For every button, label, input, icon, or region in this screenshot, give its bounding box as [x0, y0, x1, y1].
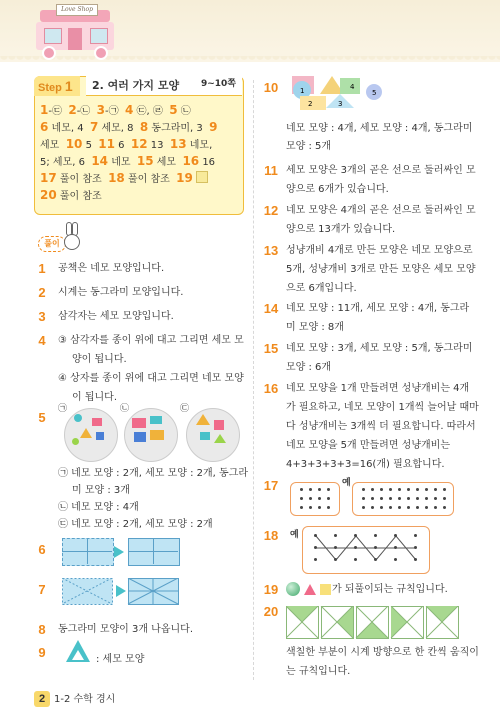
- grid-dot: [327, 497, 330, 500]
- grid-dot: [416, 506, 419, 509]
- question-number: 13: [263, 243, 279, 258]
- rectangle-shape: [92, 418, 102, 426]
- grid-dot: [309, 506, 312, 509]
- grid-dot: [354, 546, 357, 549]
- svg-text:5: 5: [372, 89, 377, 97]
- shop-sign: Love Shop: [56, 4, 98, 16]
- grid-dot: [334, 534, 337, 537]
- column-divider: [253, 80, 254, 680]
- solution-text: 네모 모양 : 11개, 세모 모양 : 4개, 동그라: [286, 303, 470, 314]
- svg-text:4: 4: [350, 83, 355, 91]
- solution-text: ③ 삼각자를 종이 위에 대고 그리면 세모 모: [58, 335, 244, 346]
- grid-dot: [314, 558, 317, 561]
- grid-dot: [414, 534, 417, 537]
- rectangle-shape: [200, 432, 210, 440]
- sphere-icon: [286, 582, 300, 596]
- svg-text:2: 2: [308, 100, 313, 108]
- answer-line: 6 네모, 4 7 세모, 8 8 동그라미, 3 9: [40, 120, 218, 134]
- grid-dot: [300, 488, 303, 491]
- solution-text: 모양 : 5개: [286, 141, 332, 152]
- grid-dot: [443, 488, 446, 491]
- question-number: 19: [263, 582, 279, 597]
- rectangle-shape: [132, 418, 146, 428]
- grid-dot: [407, 497, 410, 500]
- triangle-shape: [80, 428, 92, 438]
- solution-text: 다 성냥개비는 3개씩 더 필요합니다. 따라서: [286, 421, 476, 432]
- question-number: 15: [263, 341, 279, 356]
- solution-text: ④ 상자를 종이 위에 대고 그리면 네모 모양: [58, 373, 244, 384]
- solution-text: 네모 모양을 1개 만들려면 성냥개비는 4개: [286, 383, 470, 394]
- grid-dot: [434, 506, 437, 509]
- solution-text: 는 규칙입니다.: [286, 666, 351, 677]
- plate-c: [186, 408, 240, 462]
- q20-pattern: [286, 606, 462, 642]
- solution-text: 네모 모양 : 3개, 세모 모양 : 5개, 동그라미: [286, 343, 473, 354]
- grid-dot: [416, 497, 419, 500]
- grid-dot: [389, 488, 392, 491]
- question-number: 4: [38, 333, 46, 348]
- dot-grid-box: [352, 482, 454, 516]
- solution-text: 양이 됩니다.: [72, 354, 127, 365]
- grid-dot: [425, 506, 428, 509]
- grid-dot: [443, 497, 446, 500]
- square-icon: [320, 584, 331, 595]
- grid-dot: [371, 497, 374, 500]
- grid-dot: [425, 497, 428, 500]
- grid-dot: [309, 488, 312, 491]
- solution-text: ㉢ 네모 모양 : 2개, 세모 모양 : 2개: [58, 519, 213, 530]
- solution-text: 네모 모양 : 4개, 세모 모양 : 4개, 동그라미: [286, 123, 473, 134]
- grid-dot: [371, 488, 374, 491]
- step-header: [34, 76, 242, 96]
- grid-dot: [414, 546, 417, 549]
- solution-text: 으로 6개입니다.: [286, 283, 357, 294]
- solution-text: ㉠ 네모 모양 : 2개, 세모 모양 : 2개, 동그라: [58, 468, 249, 479]
- grid-dot: [374, 546, 377, 549]
- triangle-shape: [214, 434, 226, 443]
- grid-dot: [362, 488, 365, 491]
- grid-dot: [380, 497, 383, 500]
- solution-text: 가 필요하고, 네모 모양이 1개씩 늘어날 때마: [286, 402, 479, 413]
- folded-paper: [62, 538, 114, 566]
- circle-shape: [74, 414, 82, 422]
- example-label: 예: [290, 530, 299, 540]
- grid-dot: [314, 534, 317, 537]
- solution-text: 미 모양 : 8개: [286, 322, 344, 333]
- grid-dot: [354, 534, 357, 537]
- grid-dot: [362, 506, 365, 509]
- grid-dot: [398, 497, 401, 500]
- section-title: 2. 여러 가지 모양 9~10쪽: [86, 76, 242, 96]
- question-number: 3: [38, 309, 46, 324]
- solution-text: 양으로 13개가 있습니다.: [286, 224, 396, 235]
- q10-figure: [284, 74, 390, 112]
- arrow-right-icon: [114, 546, 124, 558]
- step-label: Step 1: [34, 76, 80, 96]
- grid-dot: [407, 488, 410, 491]
- grid-dot: [389, 497, 392, 500]
- answer-line: 1-㉢ 2-㉡ 3-㉠ 4 ㉢, ㉣ 5 ㉡: [40, 103, 191, 117]
- svg-text:1: 1: [300, 87, 305, 95]
- circle-shape: [72, 438, 79, 445]
- triangle-icon: [304, 584, 316, 595]
- rectangle-shape: [134, 432, 146, 442]
- question-number: 2: [38, 285, 46, 300]
- grid-dot: [318, 497, 321, 500]
- grid-dot: [407, 506, 410, 509]
- solution-text: 모양 : 6개: [286, 362, 332, 373]
- plate-label: ㉡: [120, 404, 130, 414]
- grid-dot: [380, 506, 383, 509]
- rectangle-shape: [150, 430, 164, 440]
- page-range: 9~10쪽: [200, 79, 236, 89]
- grid-dot: [314, 546, 317, 549]
- answer-line: 17 풀이 참조 18 풀이 참조 19: [40, 171, 208, 187]
- grid-dot: [334, 558, 337, 561]
- solution-text: 가 되풀이되는 규칙입니다.: [332, 584, 448, 595]
- question-number: 18: [263, 528, 279, 543]
- grid-dot: [416, 488, 419, 491]
- grid-dot: [434, 488, 437, 491]
- plate-label: ㉢: [180, 404, 190, 414]
- shop-illustration: [34, 6, 116, 58]
- grid-dot: [443, 506, 446, 509]
- solution-text: 양으로 6개가 있습니다.: [286, 184, 389, 195]
- grid-dot: [334, 546, 337, 549]
- question-number: 14: [263, 301, 279, 316]
- example-label: 예: [342, 478, 351, 488]
- solution-text: 성냥개비 4개로 만든 모양은 네모 모양으로: [286, 245, 473, 256]
- grid-dot: [394, 546, 397, 549]
- grid-dot: [309, 497, 312, 500]
- solution-text: 미 모양 : 3개: [72, 485, 130, 496]
- answer-line: 5; 세모, 6 14 네모 15 세모 16 16: [40, 154, 216, 168]
- grid-dot: [327, 506, 330, 509]
- grid-dot: [394, 558, 397, 561]
- question-number: 20: [263, 604, 279, 619]
- grid-dot: [318, 488, 321, 491]
- solution-text: 삼각자는 세모 모양입니다.: [58, 311, 174, 322]
- grid-dot: [300, 497, 303, 500]
- solution-text: 시계는 동그라미 모양입니다.: [58, 287, 184, 298]
- cut-paper: [128, 538, 180, 566]
- solution-text: : 세모 모양: [96, 654, 145, 665]
- question-number: 9: [38, 645, 46, 660]
- grid-dot: [300, 506, 303, 509]
- question-number: 8: [38, 622, 46, 637]
- solution-text: 색칠한 부분이 시계 방향으로 한 칸씩 움직이: [286, 647, 479, 658]
- grid-dot: [425, 488, 428, 491]
- grid-dot: [362, 497, 365, 500]
- question-number: 7: [38, 582, 46, 597]
- solution-text: 네모 모양을 5개 만들려면 성냥개비는: [286, 440, 450, 451]
- plate-label: ㉠: [58, 404, 68, 414]
- page-footer: [34, 690, 115, 707]
- question-number: 17: [263, 478, 279, 493]
- grid-dot: [354, 558, 357, 561]
- grid-dot: [380, 488, 383, 491]
- triangle-shape: [196, 414, 210, 425]
- grid-dot: [389, 506, 392, 509]
- answer-line: 세모 10 5 11 6 12 13 13 네모,: [40, 137, 213, 151]
- page-header-banner: [0, 0, 500, 62]
- question-number: 12: [263, 203, 279, 218]
- question-number: 1: [38, 261, 46, 276]
- grid-dot: [398, 488, 401, 491]
- question-number: 16: [263, 381, 279, 396]
- grid-dot: [374, 534, 377, 537]
- solution-text: 4+3+3+3+3=16(개) 필요합니다.: [286, 459, 445, 470]
- question-number: 6: [38, 542, 46, 557]
- solution-rabbit-badge: [38, 228, 82, 254]
- solution-badge: 풀이: [38, 236, 66, 252]
- grid-dot: [374, 558, 377, 561]
- q7-diagram: [62, 578, 180, 608]
- square-shape: [96, 432, 104, 440]
- question-number: 5: [38, 410, 46, 425]
- dot-grid-box: [290, 482, 340, 516]
- solution-text: 이 됩니다.: [72, 392, 117, 403]
- solution-text: ㉡ 네모 모양 : 4개: [58, 502, 139, 513]
- question-number: 11: [264, 163, 278, 178]
- grid-dot: [434, 497, 437, 500]
- question-number: 10: [263, 80, 279, 95]
- solution-text: 네모 모양은 4개의 곧은 선으로 둘러싸인 모: [286, 205, 476, 216]
- rabbit-icon: [64, 234, 80, 250]
- solution-text: 동그라미 모양이 3개 나옵니다.: [58, 624, 193, 635]
- answer-line: 20 풀이 참조: [40, 188, 102, 202]
- solution-text: 공책은 네모 모양입니다.: [58, 263, 165, 274]
- yellow-square-icon: [196, 171, 208, 183]
- book-title: 1-2 수학 경시: [54, 694, 116, 705]
- solution-text: 세모 모양은 3개의 곧은 선으로 둘러싸인 모: [286, 165, 476, 176]
- solution-text: 5개, 성냥개비 3개로 만든 모양은 세모 모양: [286, 264, 476, 275]
- rectangle-shape: [150, 416, 162, 424]
- grid-dot: [318, 506, 321, 509]
- grid-dot: [414, 558, 417, 561]
- grid-dot: [327, 488, 330, 491]
- page-number: 2: [34, 691, 50, 707]
- grid-dot: [398, 506, 401, 509]
- grid-dot: [371, 506, 374, 509]
- grid-dot: [394, 534, 397, 537]
- square-shape: [214, 420, 224, 430]
- svg-text:3: 3: [338, 100, 343, 108]
- q18-line-pattern: [302, 526, 430, 574]
